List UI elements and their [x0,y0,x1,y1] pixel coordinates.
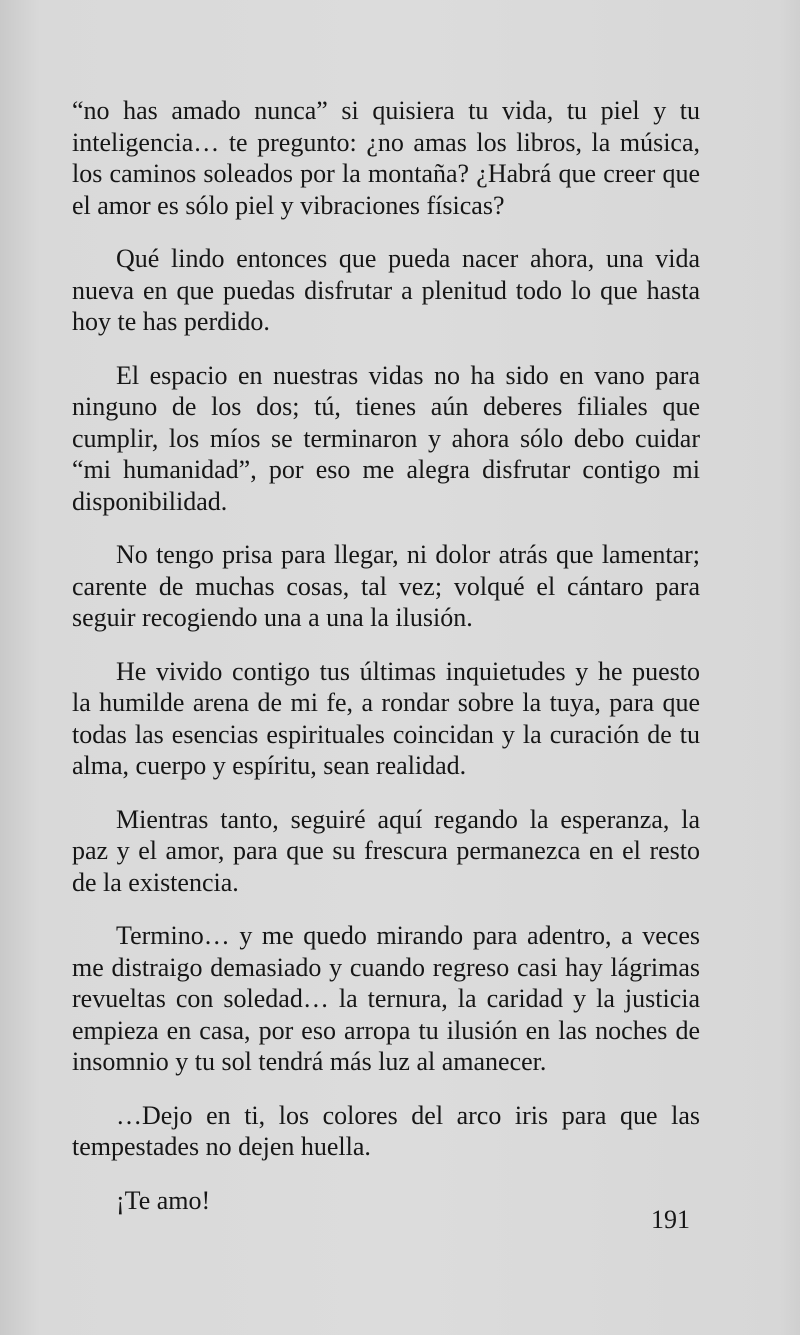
paragraph-7: Termino… y me quedo mirando para adentro, a veces me distraigo demasiado y cuando regreso casi hay lágrimas revueltas con soledad… la ternura, la caridad y la justicia empieza en casa, por eso arropa tu ilusión en las noches de insomnio y tu sol tendrá más luz al amanecer. [72,921,700,1076]
paragraph-3: El espacio en nuestras vidas no ha sido en vano para ninguno de los dos; tú, tienes aún deberes filiales que cumplir, los míos se terminaron y ahora sólo debo cuidar “mi humanidad”, por eso me alegra disfrutar contigo mi disponibilidad. [72,360,700,516]
paragraph-4: No tengo prisa para llegar, ni dolor atrás que lamentar; carente de muchas cosas, tal vez; volqué el cántaro para seguir recogiendo una a una la ilusión. [72,540,700,632]
closing-line: ¡Te amo! [116,1185,211,1215]
paragraph-2: Qué lindo entonces que pueda nacer ahora, una vida nueva en que puedas disfrutar a plenitud todo lo que hasta hoy te has perdido. [72,244,700,336]
paragraph-5: He vivido contigo tus últimas inquietudes y he puesto la humilde arena de mi fe, a rondar sobre la tuya, para que todas las esencias espirituales coincidan y la curación de tu alma, cuerpo y espíritu, sean realidad. [72,656,700,780]
page-number: 191 [651,1205,690,1234]
paragraph-6: Mientras tanto, seguiré aquí regando la esperanza, la paz y el amor, para que su frescura permanezca en el resto de la existencia. [72,804,700,897]
paragraph-1: “no has amado nunca” si quisiera tu vida, tu piel y tu inteligencia… te pregunto: ¿no amas los libros, la música, los caminos soleados por la montaña? ¿Habrá que creer que el amor es sólo piel y vibraciones físicas? [72,96,700,220]
page-body-text [72,95,700,1238]
paragraph-8: …Dejo en ti, los colores del arco iris para que las tempestades no dejen huella. [72,1100,700,1161]
